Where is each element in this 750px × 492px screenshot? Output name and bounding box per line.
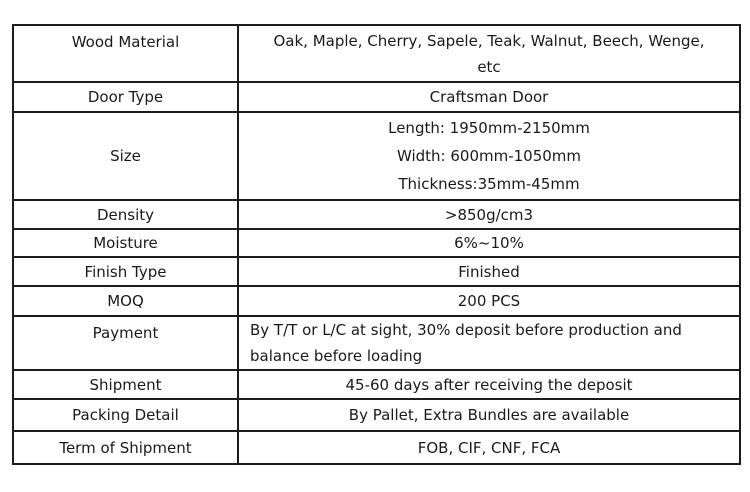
spec-row-wood-material [13, 25, 740, 82]
spec-row-density [13, 200, 740, 229]
label-text: Payment [92, 324, 159, 342]
value-line: balance before loading [250, 347, 423, 365]
spec-value-door-type [238, 82, 740, 112]
spec-value-term-of-shipment [238, 431, 740, 464]
label-text: Finish Type [84, 262, 167, 281]
spec-value-wood-material [238, 25, 740, 82]
value-line: Craftsman Door [429, 88, 549, 106]
label-text: Shipment [89, 375, 162, 394]
label-text: Moisture [93, 234, 158, 252]
value-line: 6%~10% [454, 234, 524, 252]
spec-value-shipment [238, 370, 740, 399]
spec-value-density [238, 200, 740, 229]
label-text: Density [96, 205, 155, 224]
spec-label-term-of-shipment [13, 431, 238, 464]
value-line: Oak, Maple, Cherry, Sapele, Teak, Walnut, Beech, Wenge, [273, 31, 705, 50]
value-line: 200 PCS [457, 292, 521, 310]
spec-label-size [13, 112, 238, 200]
value-line: >850g/cm3 [444, 205, 534, 224]
value-line: etc [477, 57, 501, 76]
spec-row-term-of-shipment [13, 431, 740, 464]
spec-row-packing-detail [13, 399, 740, 431]
spec-label-door-type [13, 82, 238, 112]
spec-label-payment [13, 316, 238, 370]
spec-label-moq [13, 286, 238, 316]
spec-label-wood-material [13, 25, 238, 82]
spec-value-payment [238, 316, 740, 370]
spec-label-shipment [13, 370, 238, 399]
spec-row-size [13, 112, 740, 200]
spec-row-finish-type [13, 257, 740, 286]
label-text: Wood Material [71, 33, 180, 51]
spec-row-moq [13, 286, 740, 316]
label-text: Door Type [87, 88, 164, 106]
value-line: By T/T or L/C at sight, 30% deposit before production and [250, 321, 682, 339]
spec-value-packing-detail [238, 399, 740, 431]
spec-row-door-type [13, 82, 740, 112]
value-line: FOB, CIF, CNF, FCA [417, 438, 561, 457]
spec-row-moisture [13, 229, 740, 257]
value-line: Finished [458, 262, 520, 281]
value-line: Width: 600mm-1050mm [396, 147, 582, 165]
value-line: Length: 1950mm-2150mm [388, 119, 590, 137]
spec-value-size [238, 112, 740, 200]
spec-value-moq [238, 286, 740, 316]
spec-row-shipment [13, 370, 740, 399]
label-text: Term of Shipment [59, 438, 192, 457]
label-text: MOQ [107, 292, 144, 310]
spec-value-finish-type [238, 257, 740, 286]
spec-label-moisture [13, 229, 238, 257]
spec-row-payment [13, 316, 740, 370]
value-line: By Pallet, Extra Bundles are available [348, 406, 630, 424]
value-line: Thickness:35mm-45mm [398, 175, 580, 193]
spec-label-density [13, 200, 238, 229]
label-text: Size [110, 147, 141, 165]
label-text: Packing Detail [72, 406, 179, 424]
spec-value-moisture [238, 229, 740, 257]
product-spec-table [12, 24, 741, 465]
spec-label-finish-type [13, 257, 238, 286]
spec-label-packing-detail [13, 399, 238, 431]
value-line: 45-60 days after receiving the deposit [345, 375, 633, 394]
